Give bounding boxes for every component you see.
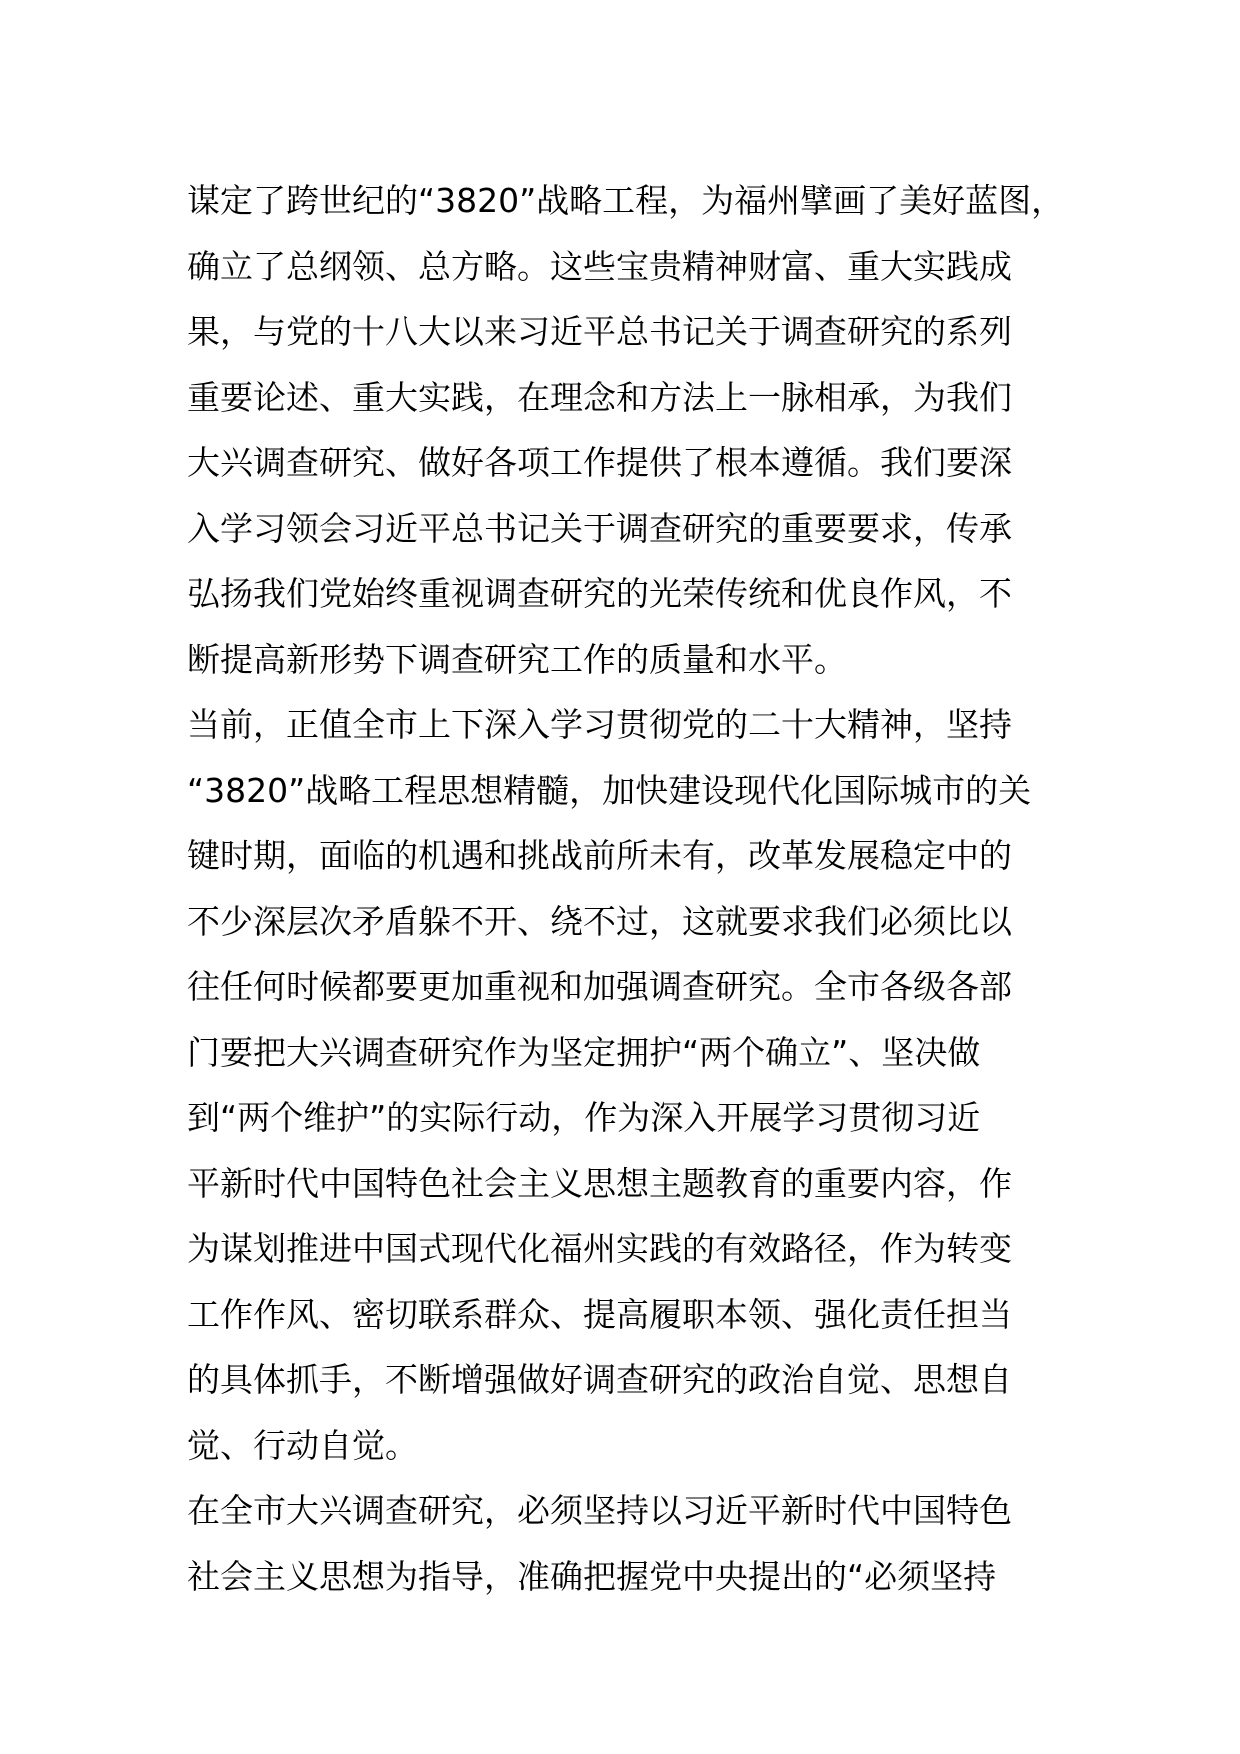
text-line: 不少深层次矛盾躲不开、绕不过，这就要求我们必须比以 [187, 901, 1012, 941]
text-line: 社会主义思想为指导，准确把握党中央提出的“必须坚持 [187, 1556, 997, 1596]
body-text [187, 168, 1067, 1609]
text-line: 确立了总纲领、总方略。这些宝贵精神财富、重大实践成 [187, 246, 1012, 286]
text-line: 觉、行动自觉。 [187, 1425, 418, 1465]
text-line: 重要论述、重大实践，在理念和方法上一脉相承，为我们 [187, 377, 1012, 417]
text-line: 弘扬我们党始终重视调查研究的光荣传统和优良作风，不 [187, 574, 1012, 613]
text-line: 谋定了跨世纪的“3820”战略工程，为福州擘画了美好蓝图， [187, 181, 1065, 220]
text-line: 当前，正值全市上下深入学习贯彻党的二十大精神，坚持 [187, 705, 1012, 744]
text-line: “3820”战略工程思想精髓，加快建设现代化国际城市的关 [187, 770, 1032, 810]
text-line: 为谋划推进中国式现代化福州实践的有效路径，作为转变 [187, 1229, 1012, 1268]
text-line: 果，与党的十八大以来习近平总书记关于调查研究的系列 [187, 312, 1012, 351]
text-line: 平新时代中国特色社会主义思想主题教育的重要内容，作 [187, 1163, 1012, 1203]
text-line: 工作作风、密切联系群众、提高履职本领、强化责任担当 [187, 1294, 1012, 1334]
text-line: 往任何时候都要更加重视和加强调查研究。全市各级各部 [187, 967, 1012, 1006]
text-line: 大兴调查研究、做好各项工作提供了根本遵循。我们要深 [187, 443, 1012, 482]
text-line: 的具体抓手，不断增强做好调查研究的政治自觉、思想自 [187, 1360, 1012, 1399]
text-line: 键时期，面临的机遇和挑战前所未有，改革发展稳定中的 [187, 836, 1012, 875]
text-line: 到“两个维护”的实际行动，作为深入开展学习贯彻习近 [187, 1098, 981, 1137]
text-line: 门要把大兴调查研究作为坚定拥护“两个确立”、坚决做 [187, 1032, 981, 1072]
text-line: 入学习领会习近平总书记关于调查研究的重要要求，传承 [187, 508, 1012, 548]
text-line: 在全市大兴调查研究，必须坚持以习近平新时代中国特色 [187, 1491, 1012, 1530]
text-line: 断提高新形势下调查研究工作的质量和水平。 [187, 639, 847, 679]
